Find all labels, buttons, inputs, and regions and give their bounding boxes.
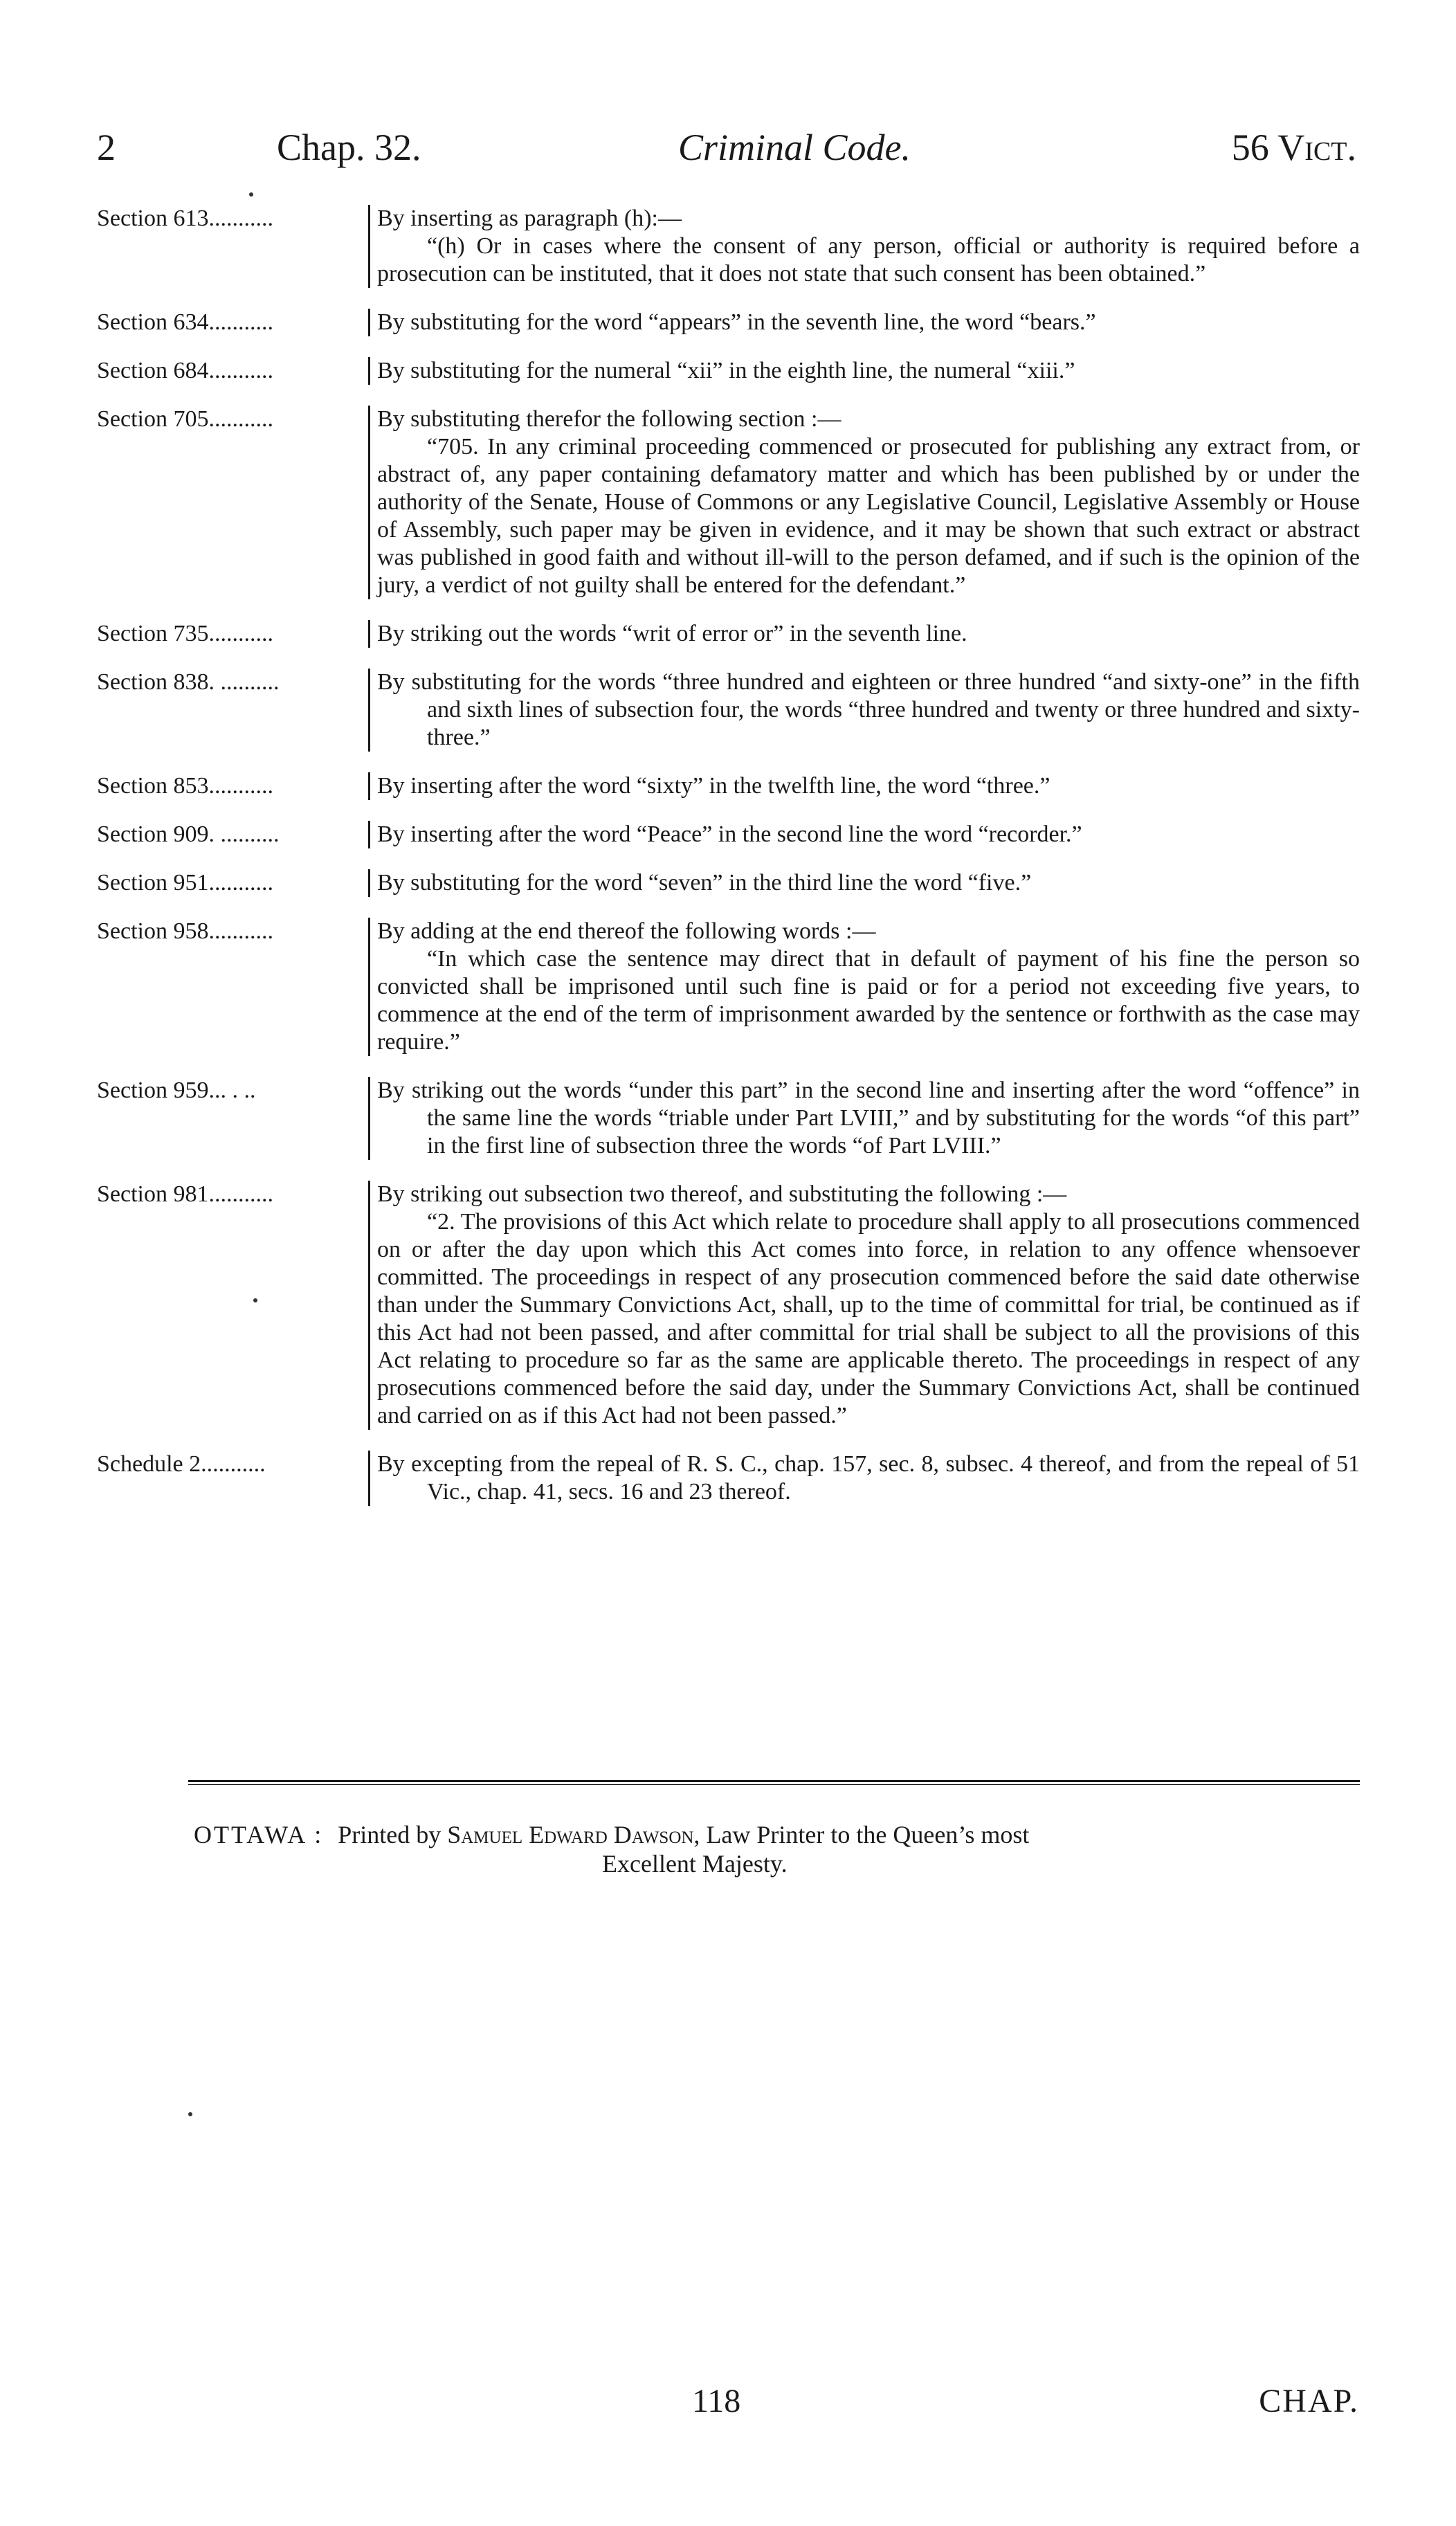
imprint-line-1 [194,1820,1336,1849]
amendment-row [97,1451,1360,1506]
amendment-paragraph: By striking out the words “writ of error or” in the seventh line. [377,621,967,646]
amendment-row [97,1077,1360,1160]
stray-mark [188,2112,192,2116]
amendment-text [368,669,1360,752]
amendment-row [97,772,1360,800]
header-page-number: 2 [97,127,116,168]
footer-catchword: CHAP. [1259,2383,1359,2419]
amendment-paragraph: “2. The provisions of this Act which relate to procedure shall apply to all prosecutions commenced on or after the day upon which this Act comes into force, in relation to any offence whensoever committed. The proceedings in respect of any prosecution commenced before the said date otherwise than under the Summary Convictions Act, shall, up to the time of committal for trial, be continued as if this Act had not been passed, and after committal for trial shall be subject to all the provisions of this Act relating to procedure so far as the same are applicable thereto. The proceedings in respect of any prosecutions commenced before the said day, under the Summary Convictions Act, shall be continued and carried on as if this Act had not been passed.” [377,1209,1360,1428]
section-reference: Section 853........... [97,773,273,799]
amendments-table [97,205,1360,1527]
amendment-paragraph: By substituting therefor the following section :— [377,406,841,432]
amendment-text [368,620,1360,648]
amendment-row [97,309,1360,336]
amendment-paragraph: By substituting for the numeral “xii” in the eighth line, the numeral “xiii.” [377,358,1075,383]
amendment-row [97,669,1360,752]
amendment-paragraph: By inserting as paragraph (h):— [377,206,682,231]
amendment-row [97,357,1360,385]
section-reference: Schedule 2........... [97,1451,266,1477]
section-reference: Section 735........... [97,621,273,646]
amendment-paragraph: “(h) Or in cases where the consent of any person, official or authority is required before a prosecution can be instituted, that it does not state that such consent has been obtained.” [377,233,1360,287]
section-reference: Section 634........... [97,309,273,335]
amendment-text [368,821,1360,848]
closing-rule [188,1780,1360,1785]
imprint-city: OTTAWA : [194,1821,324,1848]
amendment-paragraph: By striking out subsection two thereof, and substituting the following :— [377,1181,1067,1207]
amendment-paragraph: “In which case the sentence may direct that in default of payment of his fine the person so convicted shall be imprisoned until such fine is paid or for a period not exceeding five years, to commence at the end of the term of imprisonment awarded by the sentence or forthwith as the case may require.” [377,946,1360,1055]
imprint-line-2: Excellent Majesty. [602,1850,788,1878]
section-reference: Section 959... . .. [97,1078,256,1103]
amendment-text [368,406,1360,599]
amendment-row [97,620,1360,648]
running-header [97,123,1356,172]
amendment-row [97,205,1360,288]
section-reference: Section 838. .......... [97,669,280,695]
amendment-text [368,1451,1360,1506]
amendment-paragraph: By adding at the end thereof the following words :— [377,918,876,944]
amendment-text [368,309,1360,336]
imprint-lead: Printed by [338,1821,442,1848]
amendment-paragraph: By substituting for the words “three hundred and eighteen or three hundred “and sixty-one” in the fifth and sixth lines of subsection four, the words “three hundred and twenty or three hundred and sixty-three.” [377,669,1360,750]
section-reference: Section 958........... [97,918,273,944]
amendment-text [368,918,1360,1056]
footer-page-number: 118 [692,2383,741,2419]
amendment-paragraph: By excepting from the repeal of R. S. C., chap. 157, sec. 8, subsec. 4 thereof, and from the repeal of 51 Vic., chap. 41, secs. 16 and 23 thereof. [377,1451,1360,1505]
amendment-row [97,406,1360,599]
amendment-row [97,821,1360,848]
printer-imprint [194,1820,1336,1878]
amendment-paragraph: By striking out the words “under this part” in the second line and inserting after the word “offence” in the same line the words “triable under Part LVIII,” and by substituting for the words “of this part” in the first line of subsection three the words “of Part LVIII.” [377,1078,1360,1158]
amendment-paragraph: By inserting after the word “Peace” in the second line the word “recorder.” [377,821,1082,847]
amendment-text [368,1077,1360,1160]
amendment-text [368,869,1360,897]
amendment-text [368,1181,1360,1430]
amendment-paragraph: By substituting for the word “appears” in the seventh line, the word “bears.” [377,309,1096,335]
section-reference: Section 909. .......... [97,821,280,847]
header-chapter: Chap. 32. [277,127,421,168]
header-title: Criminal Code. [678,127,911,168]
amendment-paragraph: “705. In any criminal proceeding commenced or prosecuted for publishing any extract from, or abstract of, any paper containing defamatory matter and which has been published by or under the authority of the Senate, House of Commons or any Legislative Council, Legislative Assembly or House of Assembly, such paper may be given in evidence, and it may be shown that such extract or abstract was published in good faith and without ill-will to the person defamed, and if such is the opinion of the jury, a verdict of not guilty shall be entered for the defendant.” [377,434,1360,598]
section-reference: Section 981........... [97,1181,273,1207]
amendment-text [368,772,1360,800]
stray-mark [249,192,253,197]
imprint-rest: Law Printer to the Queen’s most [706,1821,1030,1848]
header-regnal-year: 56 Vict. [1231,127,1356,168]
amendment-row [97,918,1360,1056]
stray-mark [253,1298,257,1302]
amendment-text [368,205,1360,288]
amendment-paragraph: By inserting after the word “sixty” in the twelfth line, the word “three.” [377,773,1050,799]
amendment-paragraph: By substituting for the word “seven” in the third line the word “five.” [377,870,1032,896]
amendment-row [97,869,1360,897]
section-reference: Section 684........... [97,358,273,383]
section-reference: Section 613........... [97,206,273,231]
amendment-row [97,1181,1360,1430]
amendment-text [368,357,1360,385]
imprint-printer-name: Samuel Edward Dawson, [447,1821,700,1848]
section-reference: Section 951........... [97,870,273,896]
section-reference: Section 705........... [97,406,273,432]
